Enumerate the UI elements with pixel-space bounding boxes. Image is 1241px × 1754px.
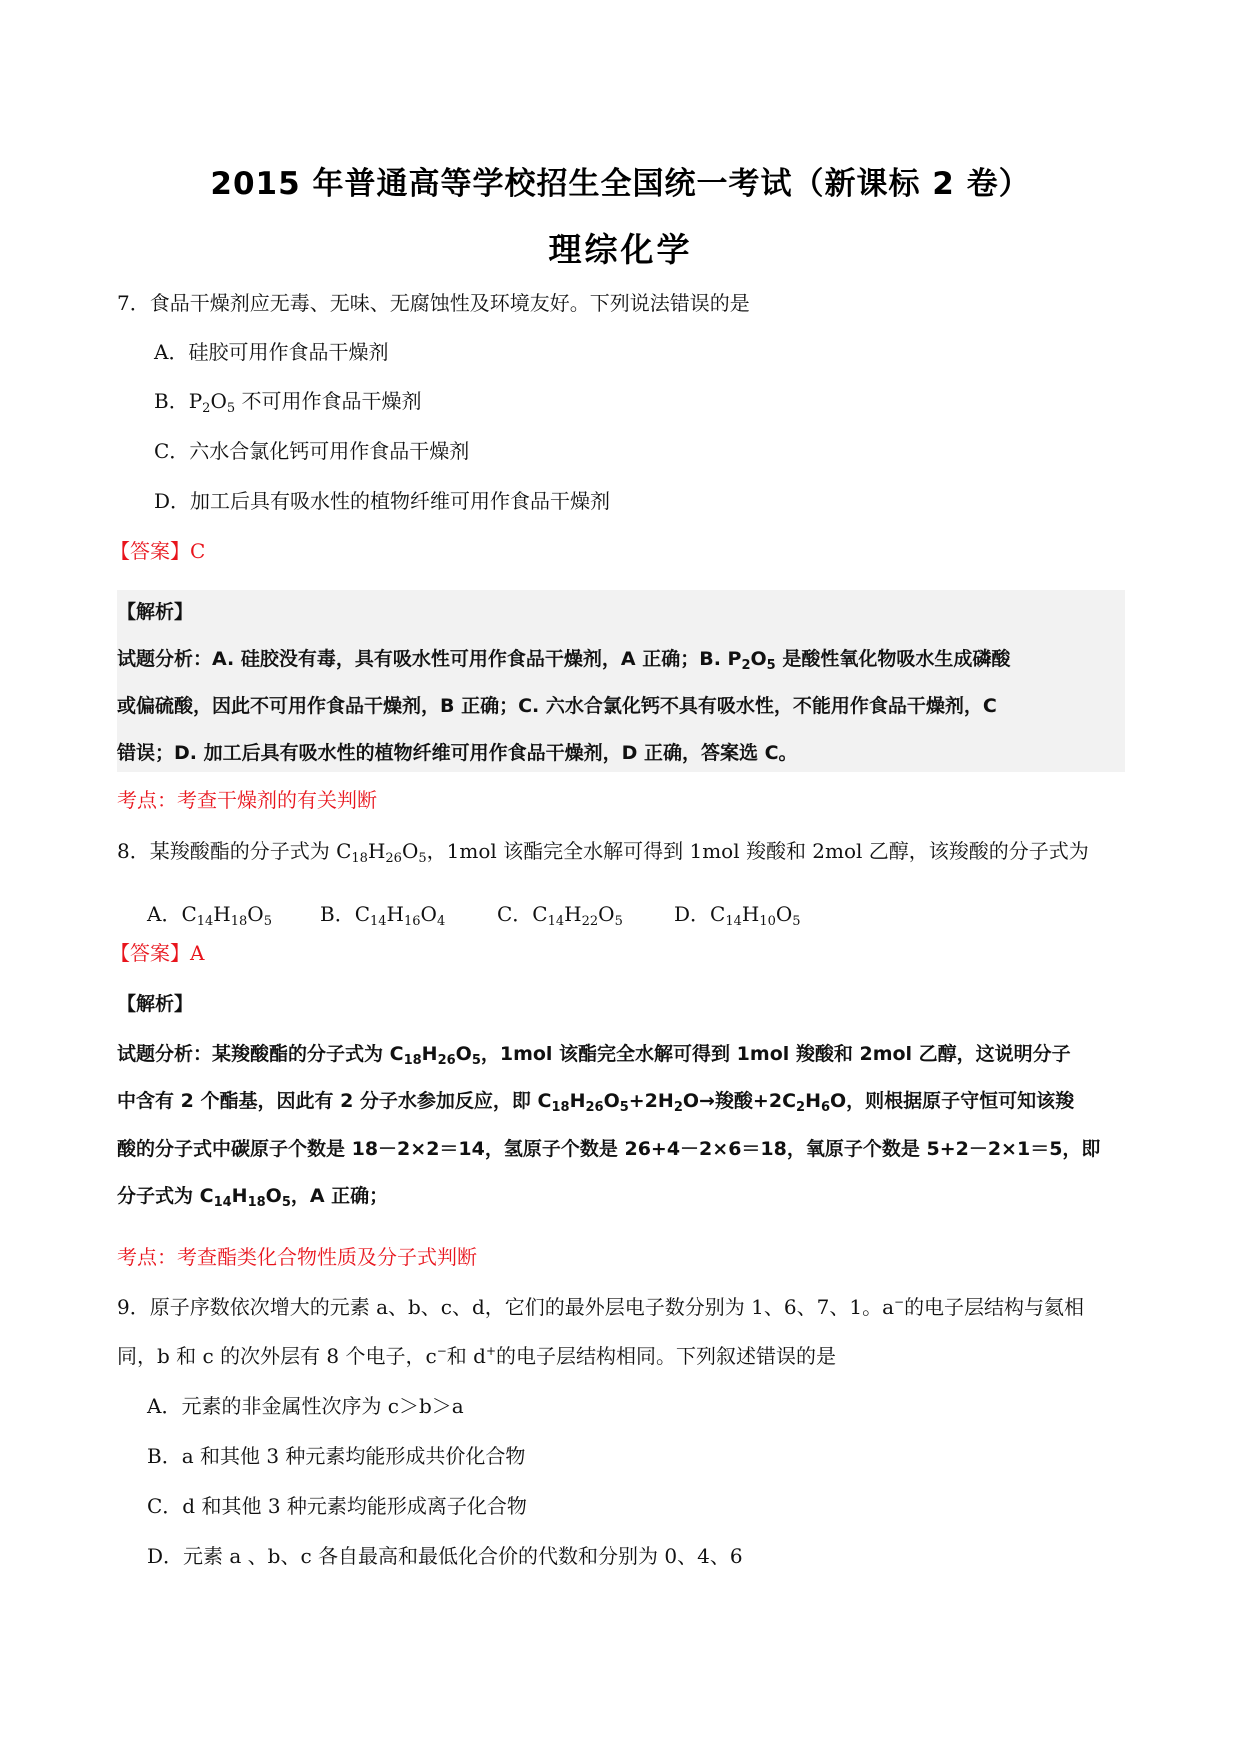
q8-analysis-line: 中含有 2 个酯基，因此有 2 分子水参加反应，即 $C_{18}H_{26}O_5+2H_2O\to$羧酸$+2C_2H_6O$，则根据原子守恒可知该羧	[117, 1090, 1075, 1115]
q8-option-c: C．$C_{14}H_{22}O_5$	[497, 902, 623, 929]
q8-analysis-line: 分子式为 $C_{14}H_{18}O_5$，A 正确；	[117, 1185, 389, 1210]
page-subtitle: 理综化学	[548, 230, 693, 269]
q7-analysis-heading: 【解析】	[117, 601, 194, 623]
q8-analysis-line: 酸的分子式中碳原子个数是 18－2×2＝14，氢原子个数是 26+4－2×6＝18，氧原子个数是 5+2－2×1＝5，即	[117, 1138, 1101, 1160]
q7-answer: 【答案】C	[110, 539, 206, 563]
q9-option-a: A．元素的非金属性次序为 c＞b＞a	[147, 1394, 464, 1418]
q7-stem: 7．食品干燥剂应无毒、无味、无腐蚀性及环境友好。下列说法错误的是	[117, 291, 750, 315]
q7-option-b: B．$P_2O_5$ 不可用作食品干燥剂	[154, 389, 422, 416]
q7-analysis-line: 错误；D. 加工后具有吸水性的植物纤维可用作食品干燥剂，D 正确，答案选 C。	[117, 742, 798, 764]
q9-option-c: C．d 和其他 3 种元素均能形成离子化合物	[147, 1494, 527, 1518]
q7-option-c: C．六水合氯化钙可用作食品干燥剂	[154, 439, 470, 463]
q7-option-d: D．加工后具有吸水性的植物纤维可用作食品干燥剂	[154, 489, 611, 513]
q8-kaodian: 考点：考查酯类化合物性质及分子式判断	[117, 1245, 477, 1269]
q7-analysis-line: 或偏硫酸，因此不可用作食品干燥剂，B 正确；C. 六水合氯化钙不具有吸水性，不能用作食品干燥剂，C	[117, 695, 997, 717]
q7-option-a: A．硅胶可用作食品干燥剂	[154, 340, 389, 364]
q8-answer: 【答案】A	[110, 941, 205, 965]
q9-option-d: D．元素 a 、b、c 各自最高和最低化合价的代数和分别为 0、4、6	[147, 1544, 743, 1568]
q9-stem-line2: 同，b 和 c 的次外层有 8 个电子，c−和 d+的电子层结构相同。下列叙述错误的是	[117, 1344, 837, 1368]
q7-kaodian: 考点：考查干燥剂的有关判断	[117, 788, 377, 812]
q8-option-d: D．$C_{14}H_{10}O_5$	[674, 902, 801, 929]
page-title: 2015 年普通高等学校招生全国统一考试（新课标 2 卷）	[210, 166, 1031, 202]
q8-option-b: B．$C_{14}H_{16}O_4$	[320, 902, 446, 929]
q8-analysis-line: 试题分析：某羧酸酯的分子式为 $C_{18}H_{26}O_5$，1mol 该酯完全水解可得到 1mol 羧酸和 2mol 乙醇，这说明分子	[117, 1043, 1071, 1068]
q8-option-a: A．$C_{14}H_{18}O_5$	[147, 902, 272, 929]
q8-analysis-heading: 【解析】	[117, 993, 194, 1015]
q7-analysis-line: 试题分析：A. 硅胶没有毒，具有吸水性可用作食品干燥剂，A 正确；B. $P_2O_5$ 是酸性氧化物吸水生成磷酸	[117, 648, 1011, 673]
q9-option-b: B．a 和其他 3 种元素均能形成共价化合物	[147, 1444, 526, 1468]
q9-stem-line1: 9．原子序数依次增大的元素 a、b、c、d，它们的最外层电子数分别为 1、6、7、1。a−的电子层结构与氦相	[117, 1295, 1085, 1319]
q8-stem: 8．某羧酸酯的分子式为 $C_{18}H_{26}O_5$，1mol 该酯完全水解可得到 1mol 羧酸和 2mol 乙醇，该羧酸的分子式为	[117, 839, 1089, 866]
